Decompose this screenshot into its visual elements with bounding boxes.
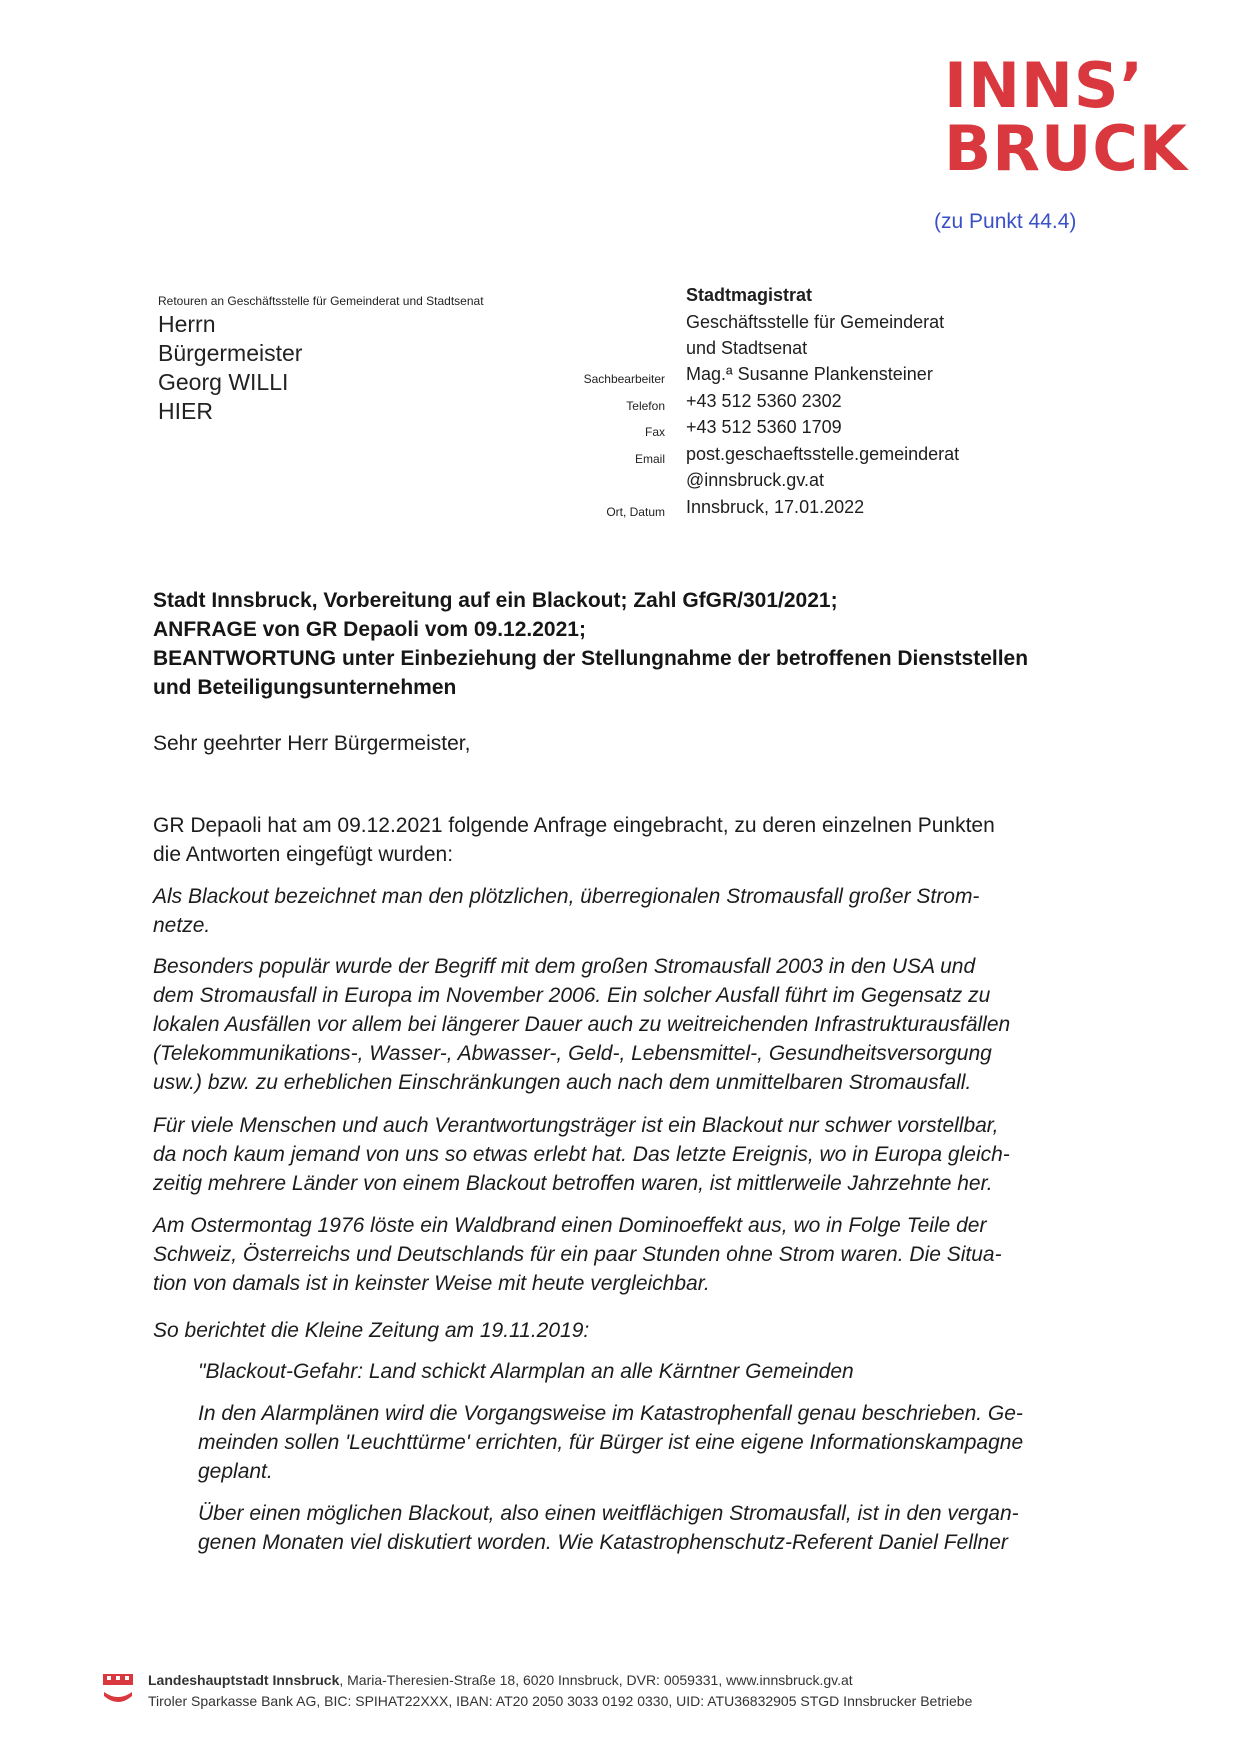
innsbruck-coat-of-arms-icon <box>103 1672 133 1708</box>
date-value: Innsbruck, 17.01.2022 <box>686 497 865 517</box>
sender-org: Stadtmagistrat <box>686 285 813 305</box>
text-line: geplant. <box>198 1460 273 1483</box>
recipient-line: HIER <box>158 398 213 424</box>
text-line: Am Ostermontag 1976 löste ein Waldbrand einen Dominoeffekt aus, wo in Folge Teile der <box>153 1214 987 1237</box>
fax-value: +43 512 5360 1709 <box>686 417 842 437</box>
subject-line: Stadt Innsbruck, Vorbereitung auf ein Blackout; Zahl GfGR/301/2021; <box>153 589 838 612</box>
email-value-line1: post.geschaeftsstelle.gemeinderat <box>686 444 960 464</box>
sender-dept-line1: Geschäftsstelle für Gemeinderat <box>686 312 945 332</box>
text-line: die Antworten eingefügt wurden: <box>153 843 454 866</box>
text-line: "Blackout-Gefahr: Land schickt Alarmplan an alle Kärntner Gemeinden <box>198 1360 854 1383</box>
subject-line: BEANTWORTUNG unter Einbeziehung der Stellungnahme der betroffenen Dienststellen <box>153 647 1029 670</box>
clerk-name: Mag.ª Susanne Plankensteiner <box>686 364 933 384</box>
recipient-line: Georg WILLI <box>158 369 289 395</box>
date-label: Ort, Datum <box>606 505 665 519</box>
text-line: da noch kaum jemand von uns so etwas erlebt hat. Das letzte Ereignis, wo in Europa gleich- <box>153 1143 1010 1166</box>
clerk-label: Sachbearbeiter <box>583 372 665 386</box>
inquiry-paragraph-2 <box>153 952 1133 1097</box>
text-line: Besonders populär wurde der Begriff mit dem großen Stromausfall 2003 in den USA und <box>153 955 976 978</box>
inquiry-paragraph-1 <box>153 882 1133 940</box>
text-line: Für viele Menschen und auch Verantwortungsträger ist ein Blackout nur schwer vorstellbar, <box>153 1114 999 1137</box>
intro-paragraph <box>153 811 1133 869</box>
footer-line-2: Tiroler Sparkasse Bank AG, BIC: SPIHAT22XXX, IBAN: AT20 2050 3033 0192 0330, UID: ATU36832905 STGD Innsbrucker Betriebe <box>148 1693 973 1709</box>
inquiry-paragraph-5 <box>153 1316 1133 1345</box>
phone-label: Telefon <box>626 399 665 413</box>
text-line: lokalen Ausfällen vor allem bei längerer Dauer auch zu weitreichenden Infrastrukturausfällen <box>153 1013 1011 1036</box>
text-line: GR Depaoli hat am 09.12.2021 folgende Anfrage eingebracht, zu deren einzelnen Punkten <box>153 814 995 837</box>
subject-line: ANFRAGE von GR Depaoli vom 09.12.2021; <box>153 618 586 641</box>
text-line: genen Monaten viel diskutiert worden. Wie Katastrophenschutz-Referent Daniel Fellner <box>198 1531 1008 1554</box>
inquiry-paragraph-3 <box>153 1111 1133 1198</box>
agenda-point-reference: (zu Punkt 44.4) <box>934 210 1077 233</box>
text-line: zeitig mehrere Länder von einem Blackout betroffen waren, ist mittlerweile Jahrzehnte her. <box>153 1172 993 1195</box>
quote-headline <box>198 1357 1138 1386</box>
footer-line-1 <box>148 1672 853 1688</box>
text-line: tion von damals ist in keinster Weise mit heute vergleichbar. <box>153 1272 710 1295</box>
text-line: dem Stromausfall in Europa im November 2006. Ein solcher Ausfall führt im Gegensatz zu <box>153 984 991 1007</box>
footer-address: , Maria-Theresien-Straße 18, 6020 Innsbruck, DVR: 0059331, www.innsbruck.gv.at <box>339 1672 853 1688</box>
recipient-line: Herrn <box>158 311 216 337</box>
text-line: Als Blackout bezeichnet man den plötzlichen, überregionalen Stromausfall großer Strom- <box>153 885 980 908</box>
recipient-address <box>158 310 302 426</box>
email-value-line2: @innsbruck.gv.at <box>686 470 824 490</box>
innsbruck-logo <box>944 49 1188 185</box>
text-line: meinden sollen 'Leuchttürme' errichten, für Bürger ist eine eigene Informationskampagne <box>198 1431 1024 1454</box>
text-line: usw.) bzw. zu erheblichen Einschränkungen auch nach dem unmittelbaren Stromausfall. <box>153 1071 972 1094</box>
footer-org: Landeshauptstadt Innsbruck <box>148 1672 340 1688</box>
return-address-line: Retouren an Geschäftsstelle für Gemeinderat und Stadtsenat <box>158 294 484 308</box>
salutation: Sehr geehrter Herr Bürgermeister, <box>153 732 471 755</box>
quote-paragraph-1 <box>198 1399 1138 1486</box>
sender-dept-line2: und Stadtsenat <box>686 338 808 358</box>
text-line: So berichtet die Kleine Zeitung am 19.11.2019: <box>153 1319 590 1342</box>
text-line: Schweiz, Österreichs und Deutschlands für ein paar Stunden ohne Strom waren. Die Situa- <box>153 1243 1002 1266</box>
text-line: Über einen möglichen Blackout, also einen weitflächigen Stromausfall, ist in den vergan- <box>198 1502 1019 1525</box>
text-line: netze. <box>153 914 211 937</box>
logo-line1: INNS’ <box>944 49 1145 122</box>
text-line: In den Alarmplänen wird die Vorgangsweise im Katastrophenfall genau beschrieben. Ge- <box>198 1402 1023 1425</box>
quote-paragraph-2 <box>198 1499 1138 1557</box>
text-line: (Telekommunikations-, Wasser-, Abwasser-, Geld-, Lebensmittel-, Gesundheitsversorgung <box>153 1042 992 1065</box>
phone-value: +43 512 5360 2302 <box>686 391 842 411</box>
fax-label: Fax <box>644 425 665 439</box>
subject-heading <box>153 586 1113 702</box>
inquiry-paragraph-4 <box>153 1211 1133 1298</box>
recipient-line: Bürgermeister <box>158 340 303 366</box>
email-label: Email <box>634 452 665 466</box>
subject-line: und Beteiligungsunternehmen <box>153 676 457 699</box>
logo-line2: BRUCK <box>944 112 1188 185</box>
